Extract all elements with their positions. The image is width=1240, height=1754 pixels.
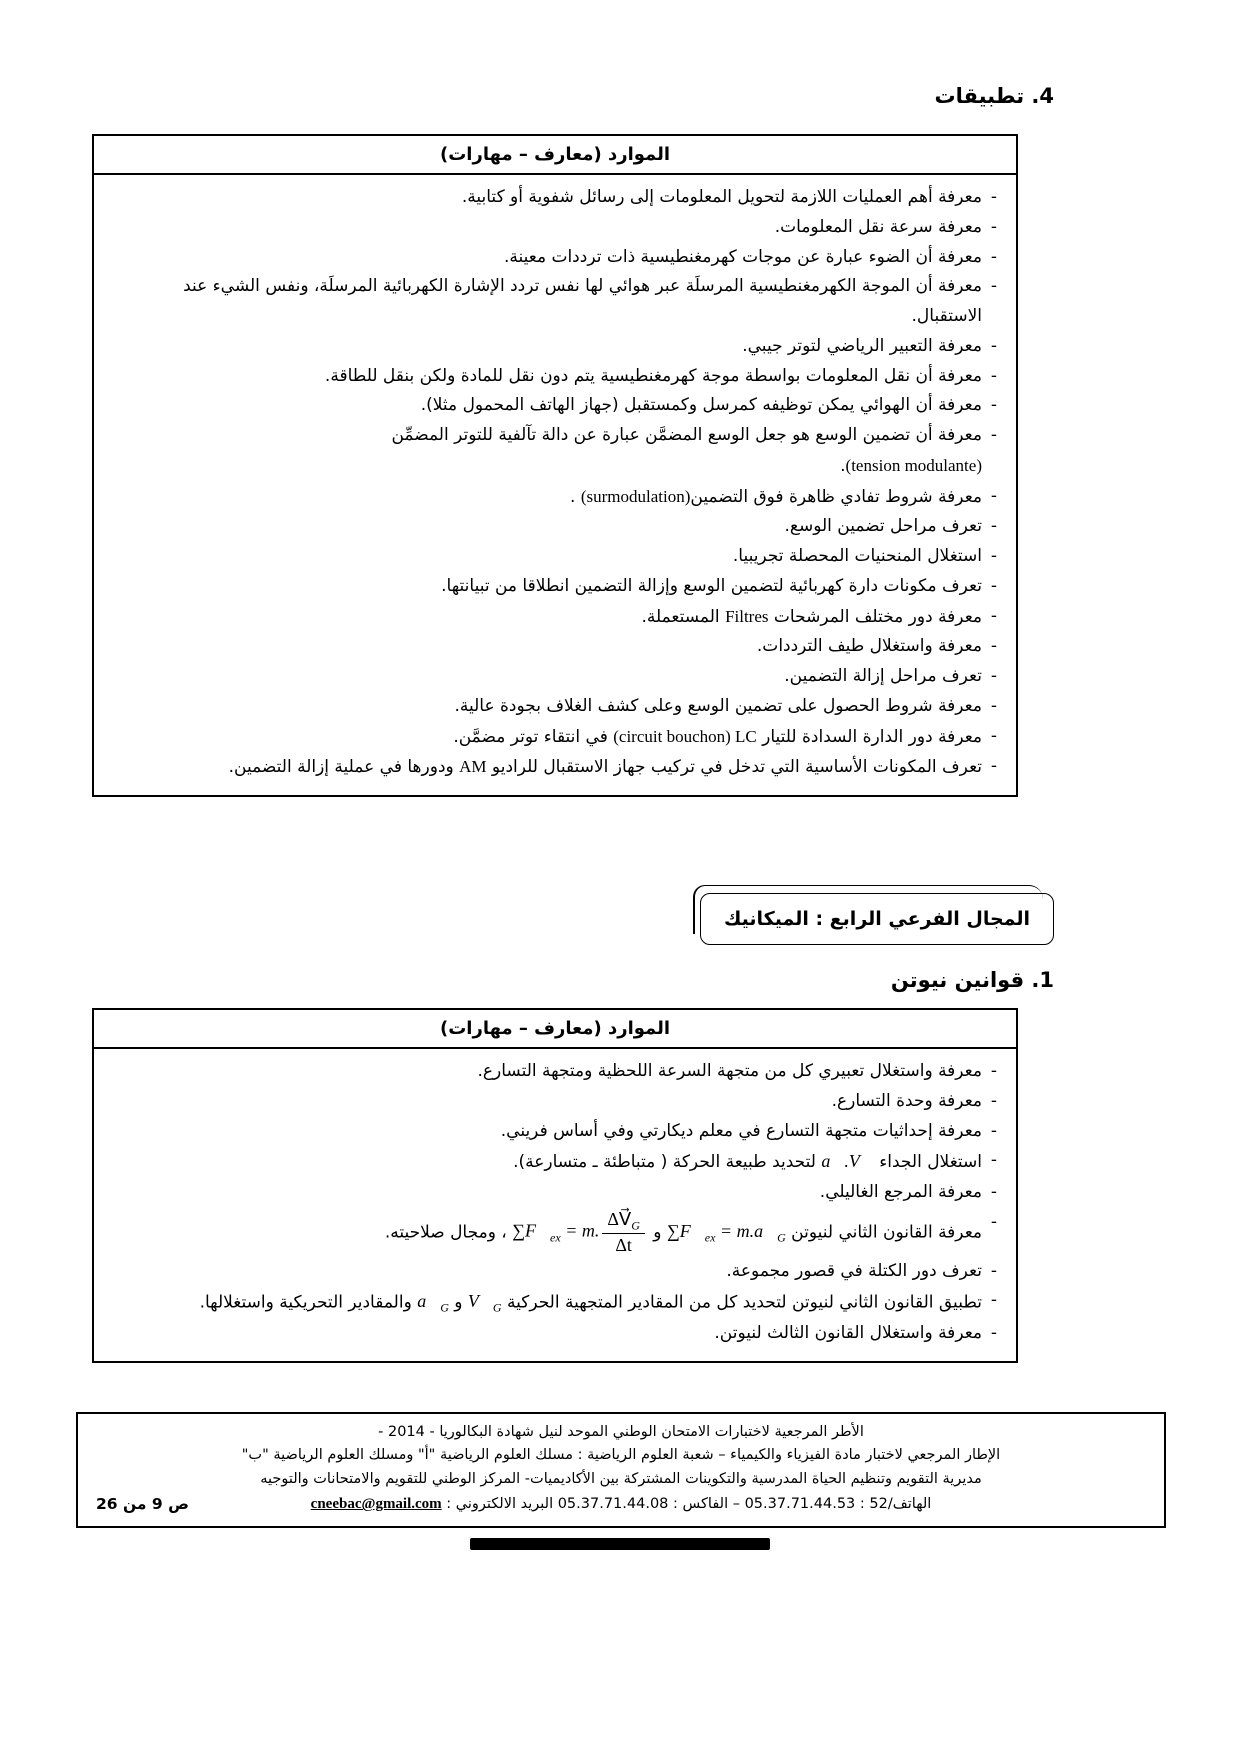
list-item [116, 1257, 1006, 1287]
latin-term: AM [459, 757, 487, 777]
fraction: $\frac{\Delta V⃗_G}{\Delta t}$ [602, 1208, 645, 1257]
item-text: تطبيق القانون الثاني لنيوتن لتحديد كل من المقادير المتجهية الحركية $V⃗_G$ و $a⃗_G$ والمقادير التحريكية واستغلالها. [116, 1286, 982, 1319]
list-item [116, 1319, 1006, 1349]
dash-marker: - [990, 1211, 998, 1232]
item-text: تعرف مراحل إزالة التضمين. [784, 666, 982, 686]
list-item [116, 1146, 1006, 1178]
list-item [116, 272, 1006, 332]
item-text: تعرف دور الكتلة في قصور مجموعة. [726, 1260, 982, 1281]
list-item [116, 752, 1006, 783]
list-item [116, 662, 1006, 692]
item-text: معرفة دور الدارة السدادة للتيار (circuit bouchon) LC في انتقاء توتر مضمَّن. [453, 726, 982, 747]
latin-term: (surmodulation) [580, 486, 691, 506]
dash-marker: - [990, 1090, 998, 1111]
item-text: معرفة أن نقل المعلومات بواسطة موجة كهرمغنطيسية يتم دون نقل للمادة ولكن بنقل للطاقة. [324, 365, 982, 386]
dash-marker: - [990, 666, 998, 686]
list-item [116, 213, 1006, 243]
footer-line-3: مديرية التقويم وتنظيم الحياة المدرسية والتكوينات المشتركة بين الأكاديميات- المركز الوطني للتقويم والامتحانات والتوجيه [260, 1470, 982, 1487]
item-text: معرفة أن الضوء عبارة عن موجات كهرمغنطيسية ذات ترددات معينة. [503, 246, 982, 267]
dash-marker: - [990, 695, 998, 716]
resources-list-applications [94, 175, 1016, 795]
math-formula: a⃗.V⃗ [821, 1151, 874, 1172]
section-title-newton-laws: 1. قوانين نيوتن [890, 968, 1054, 992]
dash-marker: - [990, 605, 998, 626]
math-formula: $\sum F⃗_{ex}$ = $m.a⃗_G$ [666, 1220, 786, 1245]
dash-marker: - [990, 575, 998, 596]
footer-line-1: الأطر المرجعية لاختبارات الامتحان الوطني الموحد لنيل شهادة البكالوريا - 2014 - [378, 1424, 864, 1440]
list-item [116, 572, 1006, 602]
list-item [116, 1057, 1006, 1087]
phone-fax-text: الهاتف/52 : 05.37.71.44.53 – الفاكس : 05.37.71.44.08 البريد الالكتروني : [441, 1496, 932, 1513]
item-text: معرفة واستغلال تعبيري كل من متجهة السرعة اللحظية ومتجهة التسارع. [477, 1061, 982, 1081]
resources-list-newton [94, 1049, 1016, 1361]
item-text: معرفة المرجع الغاليلي. [819, 1181, 982, 1202]
math-formula: $\sum F⃗_{ex} = m$. $\frac{\Delta V⃗_G}{\Delta t}$ [512, 1208, 648, 1257]
list-item [116, 482, 1006, 513]
dash-marker: - [990, 187, 998, 207]
list-item [116, 243, 1006, 273]
dash-marker: - [990, 395, 998, 416]
dash-marker: - [990, 246, 998, 267]
list-item [116, 542, 1006, 572]
dash-marker: - [990, 1290, 998, 1311]
item-text: معرفة سرعة نقل المعلومات. [774, 216, 982, 237]
dash-marker: - [990, 725, 998, 746]
table-header: الموارد (معارف – مهارات) [94, 136, 1016, 175]
resources-table-applications [92, 134, 1018, 797]
dash-marker: - [990, 1322, 998, 1343]
list-item [116, 391, 1006, 421]
list-item [116, 332, 1006, 362]
list-item [116, 362, 1006, 392]
list-item [116, 1208, 1006, 1257]
dash-marker: - [990, 1150, 998, 1171]
list-item [116, 512, 1006, 542]
list-item [116, 632, 1006, 662]
list-item [116, 692, 1006, 722]
dash-marker: - [990, 546, 998, 566]
email-link[interactable]: cneebac@gmail.com [310, 1496, 442, 1513]
item-text: تعرف مكونات دارة كهربائية لتضمين الوسع وإزالة التضمين انطلاقا من تبيانتها. [441, 575, 982, 596]
item-text: معرفة إحداثيات متجهة التسارع في معلم ديكارتي وفي أساس فريني. [500, 1120, 982, 1141]
list-item [116, 421, 1006, 482]
dash-marker: - [990, 276, 998, 297]
item-text: معرفة أن تضمين الوسع هو جعل الوسع المضمَّن عبارة عن دالة تآلفية للتوتر المضمِّن (tension modulante). [391, 425, 982, 476]
footer-line-2: الإطار المرجعي لاختبار مادة الفيزياء والكيمياء – شعبة العلوم الرياضية : مسلك العلوم الرياضية "أ" ومسلك العلوم الرياضية "ب" [241, 1447, 1001, 1464]
dash-marker: - [990, 1120, 998, 1141]
item-text: معرفة القانون الثاني لنيوتن $\sum F⃗_{ex}$ = $m.a⃗_G$ و $\sum F⃗_{ex} = m$. $\frac{\Delta V⃗_G}{\Delta t}$ ، ومجال صلاحيته. [384, 1208, 982, 1256]
item-text: معرفة وحدة التسارع. [831, 1090, 982, 1111]
item-text: معرفة أهم العمليات اللازمة لتحويل المعلومات إلى رسائل شفوية أو كتابية. [461, 187, 982, 207]
item-text: معرفة شروط الحصول على تضمين الوسع وعلى كشف الغلاف بجودة عالية. [454, 695, 982, 716]
item-text: معرفة واستغلال طيف الترددات. [756, 636, 982, 657]
dash-marker: - [990, 756, 998, 777]
section-title-applications: 4. تطبيقات [934, 84, 1054, 108]
math-formula: $V⃗_G$ [467, 1291, 502, 1315]
table-header: الموارد (معارف – مهارات) [94, 1010, 1016, 1049]
dash-marker: - [990, 216, 998, 237]
list-item [116, 602, 1006, 633]
latin-term: (circuit bouchon) LC [613, 726, 757, 746]
list-item [116, 722, 1006, 753]
subdomain-label: المجال الفرعي الرابع : الميكانيك [723, 908, 1031, 930]
dash-marker: - [990, 425, 998, 445]
dash-marker: - [990, 335, 998, 356]
dash-marker: - [990, 1061, 998, 1081]
item-text: معرفة شروط تفادي ظاهرة فوق التضمين(surmodulation) . [570, 486, 982, 507]
item-text: معرفة دور مختلف المرشحات Filtres المستعملة. [641, 606, 982, 627]
dash-marker: - [990, 485, 998, 506]
bottom-bar-decoration [470, 1538, 770, 1550]
dash-marker: - [990, 365, 998, 386]
item-text: استغلال الجداء a⃗.V⃗ لتحديد طبيعة الحركة ( متباطئة ـ متسارعة). [116, 1146, 982, 1178]
item-text: معرفة واستغلال القانون الثالث لنيوتن. [714, 1322, 982, 1343]
list-item [116, 183, 1006, 213]
resources-table-newton [92, 1008, 1018, 1363]
math-formula: $a⃗_G$ [417, 1291, 449, 1315]
latin-term: Filtres [725, 606, 769, 626]
item-text: تعرف المكونات الأساسية التي تدخل في تركيب جهاز الاستقبال للراديو AM ودورها في عملية إزالة التضمين. [228, 757, 982, 778]
item-text: معرفة أن الموجة الكهرمغنطيسية المرسلَة عبر هوائي لها نفس تردد الإشارة الكهربائية المرسلَة، ونفس الشيء عند الاستقبال. [183, 276, 982, 326]
footer-reference-box [76, 1412, 1166, 1528]
item-text: استغلال المنحنيات المحصلة تجريبيا. [732, 546, 982, 566]
item-text: معرفة أن الهوائي يمكن توظيفه كمرسل وكمستقبل (جهاز الهاتف المحمول مثلا). [420, 395, 982, 416]
dash-marker: - [990, 1260, 998, 1281]
list-item [116, 1286, 1006, 1319]
dash-marker: - [990, 516, 998, 537]
item-text: معرفة التعبير الرياضي لتوتر جيبي. [742, 335, 982, 356]
subdomain-box [700, 893, 1054, 945]
list-item [116, 1178, 1006, 1208]
dash-marker: - [990, 1181, 998, 1202]
list-item [116, 1117, 1006, 1147]
page-number: ص 9 من 26 [96, 1495, 189, 1514]
latin-term: (tension modulante) [845, 455, 982, 475]
list-item [116, 1087, 1006, 1117]
dash-marker: - [990, 636, 998, 657]
footer-contact-line [92, 1492, 1150, 1516]
item-text: تعرف مراحل تضمين الوسع. [784, 516, 982, 537]
